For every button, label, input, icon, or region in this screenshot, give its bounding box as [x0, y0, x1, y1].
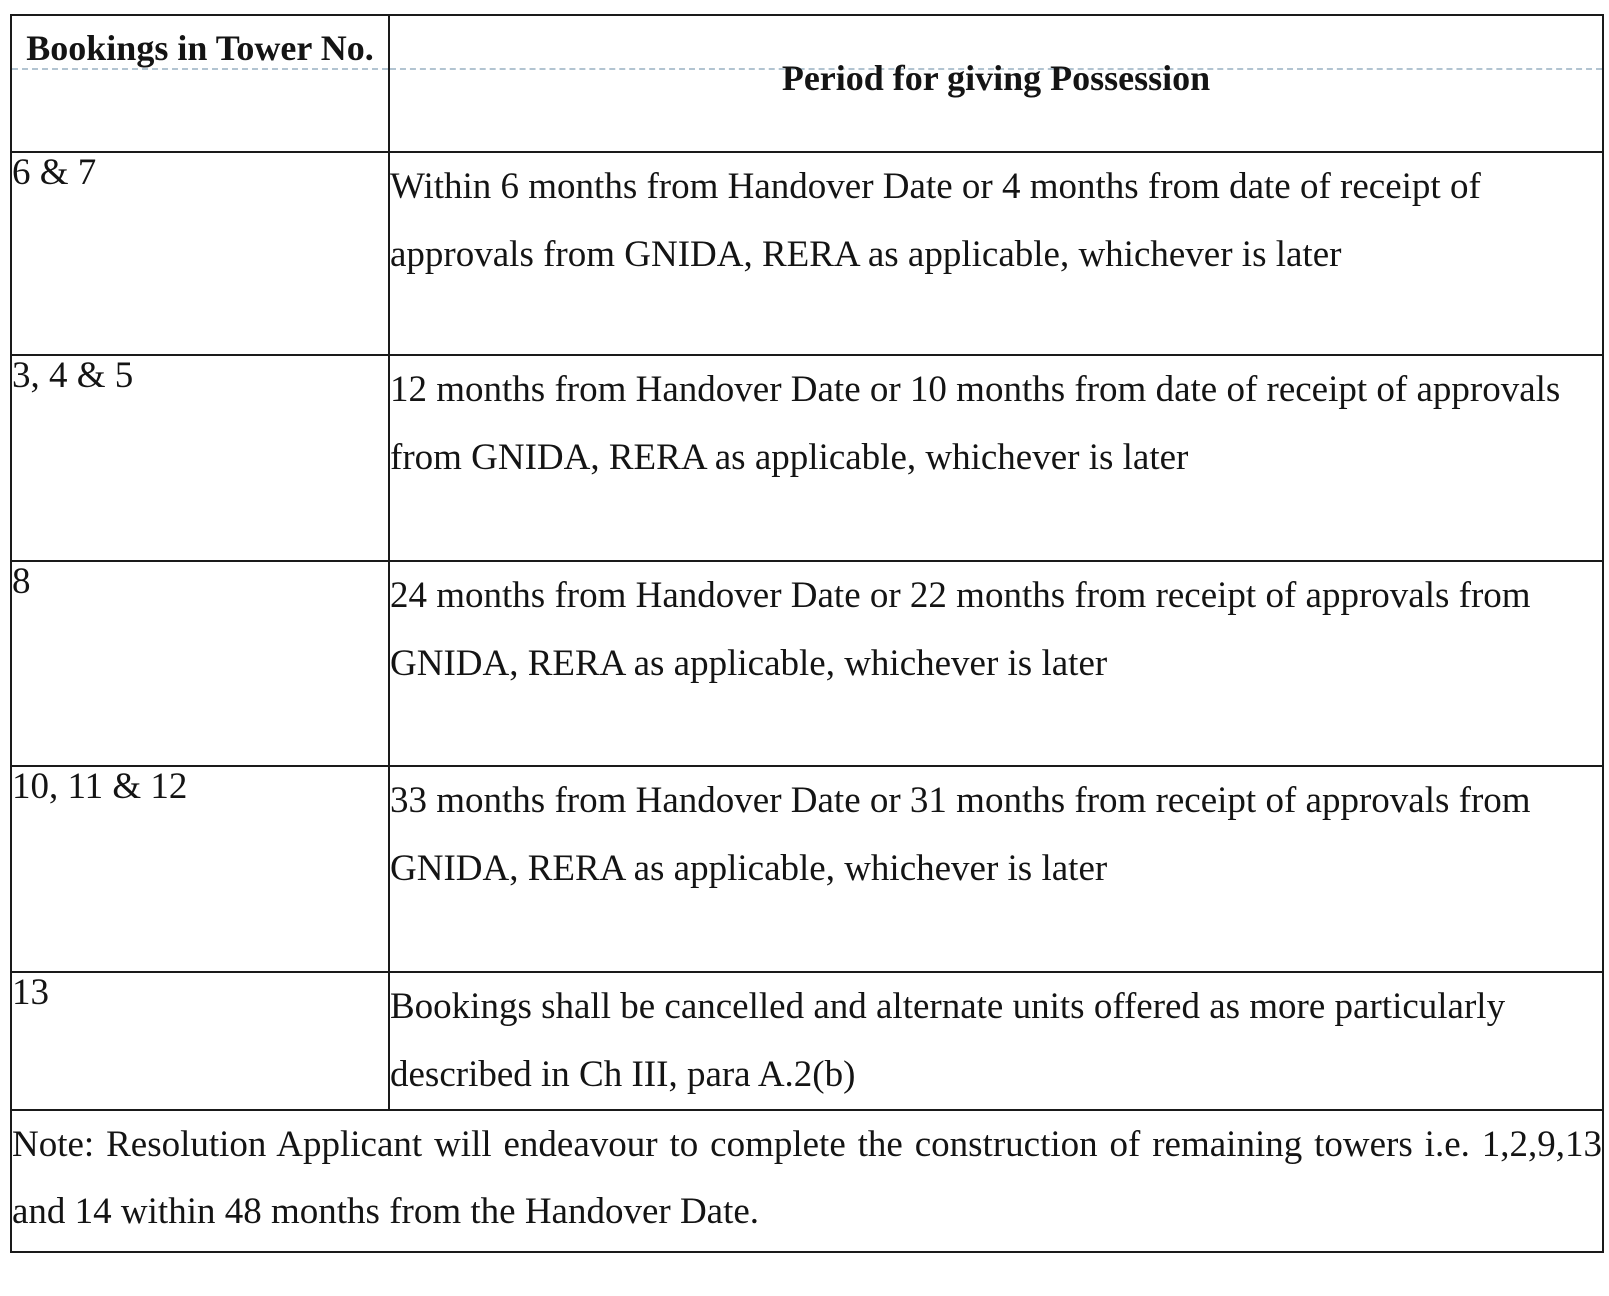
- table-row: [11, 561, 1603, 766]
- possession-table: [10, 14, 1604, 1253]
- tower-cell: 6 & 7: [11, 152, 389, 355]
- period-cell: Within 6 months from Handover Date or 4 months from date of receipt of approvals from GNIDA, RERA as applicable, whichever is later: [389, 152, 1603, 355]
- period-cell: 12 months from Handover Date or 10 months from date of receipt of approvals from GNIDA, RERA as applicable, whichever is later: [389, 355, 1603, 561]
- tower-cell: 13: [11, 972, 389, 1110]
- header-period-possession: [389, 15, 1603, 152]
- note-row: [11, 1110, 1603, 1252]
- header-rule: [12, 68, 388, 70]
- header-bookings-in-tower: [11, 15, 389, 152]
- header-col1-label: Bookings in Tower No.: [26, 28, 374, 68]
- table-header-row: [11, 15, 1603, 152]
- tower-cell: 8: [11, 561, 389, 766]
- document-page: [10, 14, 1602, 1284]
- note-cell: Note: Resolution Applicant will endeavour to complete the construction of remaining towers i.e. 1,2,9,13 and 14 within 48 months from the Handover Date.: [11, 1110, 1603, 1252]
- table-row: [11, 152, 1603, 355]
- tower-cell: 3, 4 & 5: [11, 355, 389, 561]
- tower-cell: 10, 11 & 12: [11, 766, 389, 972]
- period-cell: 24 months from Handover Date or 22 months from receipt of approvals from GNIDA, RERA as applicable, whichever is later: [389, 561, 1603, 766]
- table-row: [11, 766, 1603, 972]
- header-col2-label: Period for giving Possession: [781, 58, 1211, 98]
- period-cell: Bookings shall be cancelled and alternate units offered as more particularly described in Ch III, para A.2(b): [389, 972, 1603, 1110]
- table-row: [11, 355, 1603, 561]
- period-cell: 33 months from Handover Date or 31 months from receipt of approvals from GNIDA, RERA as applicable, whichever is later: [389, 766, 1603, 972]
- table-row: [11, 972, 1603, 1110]
